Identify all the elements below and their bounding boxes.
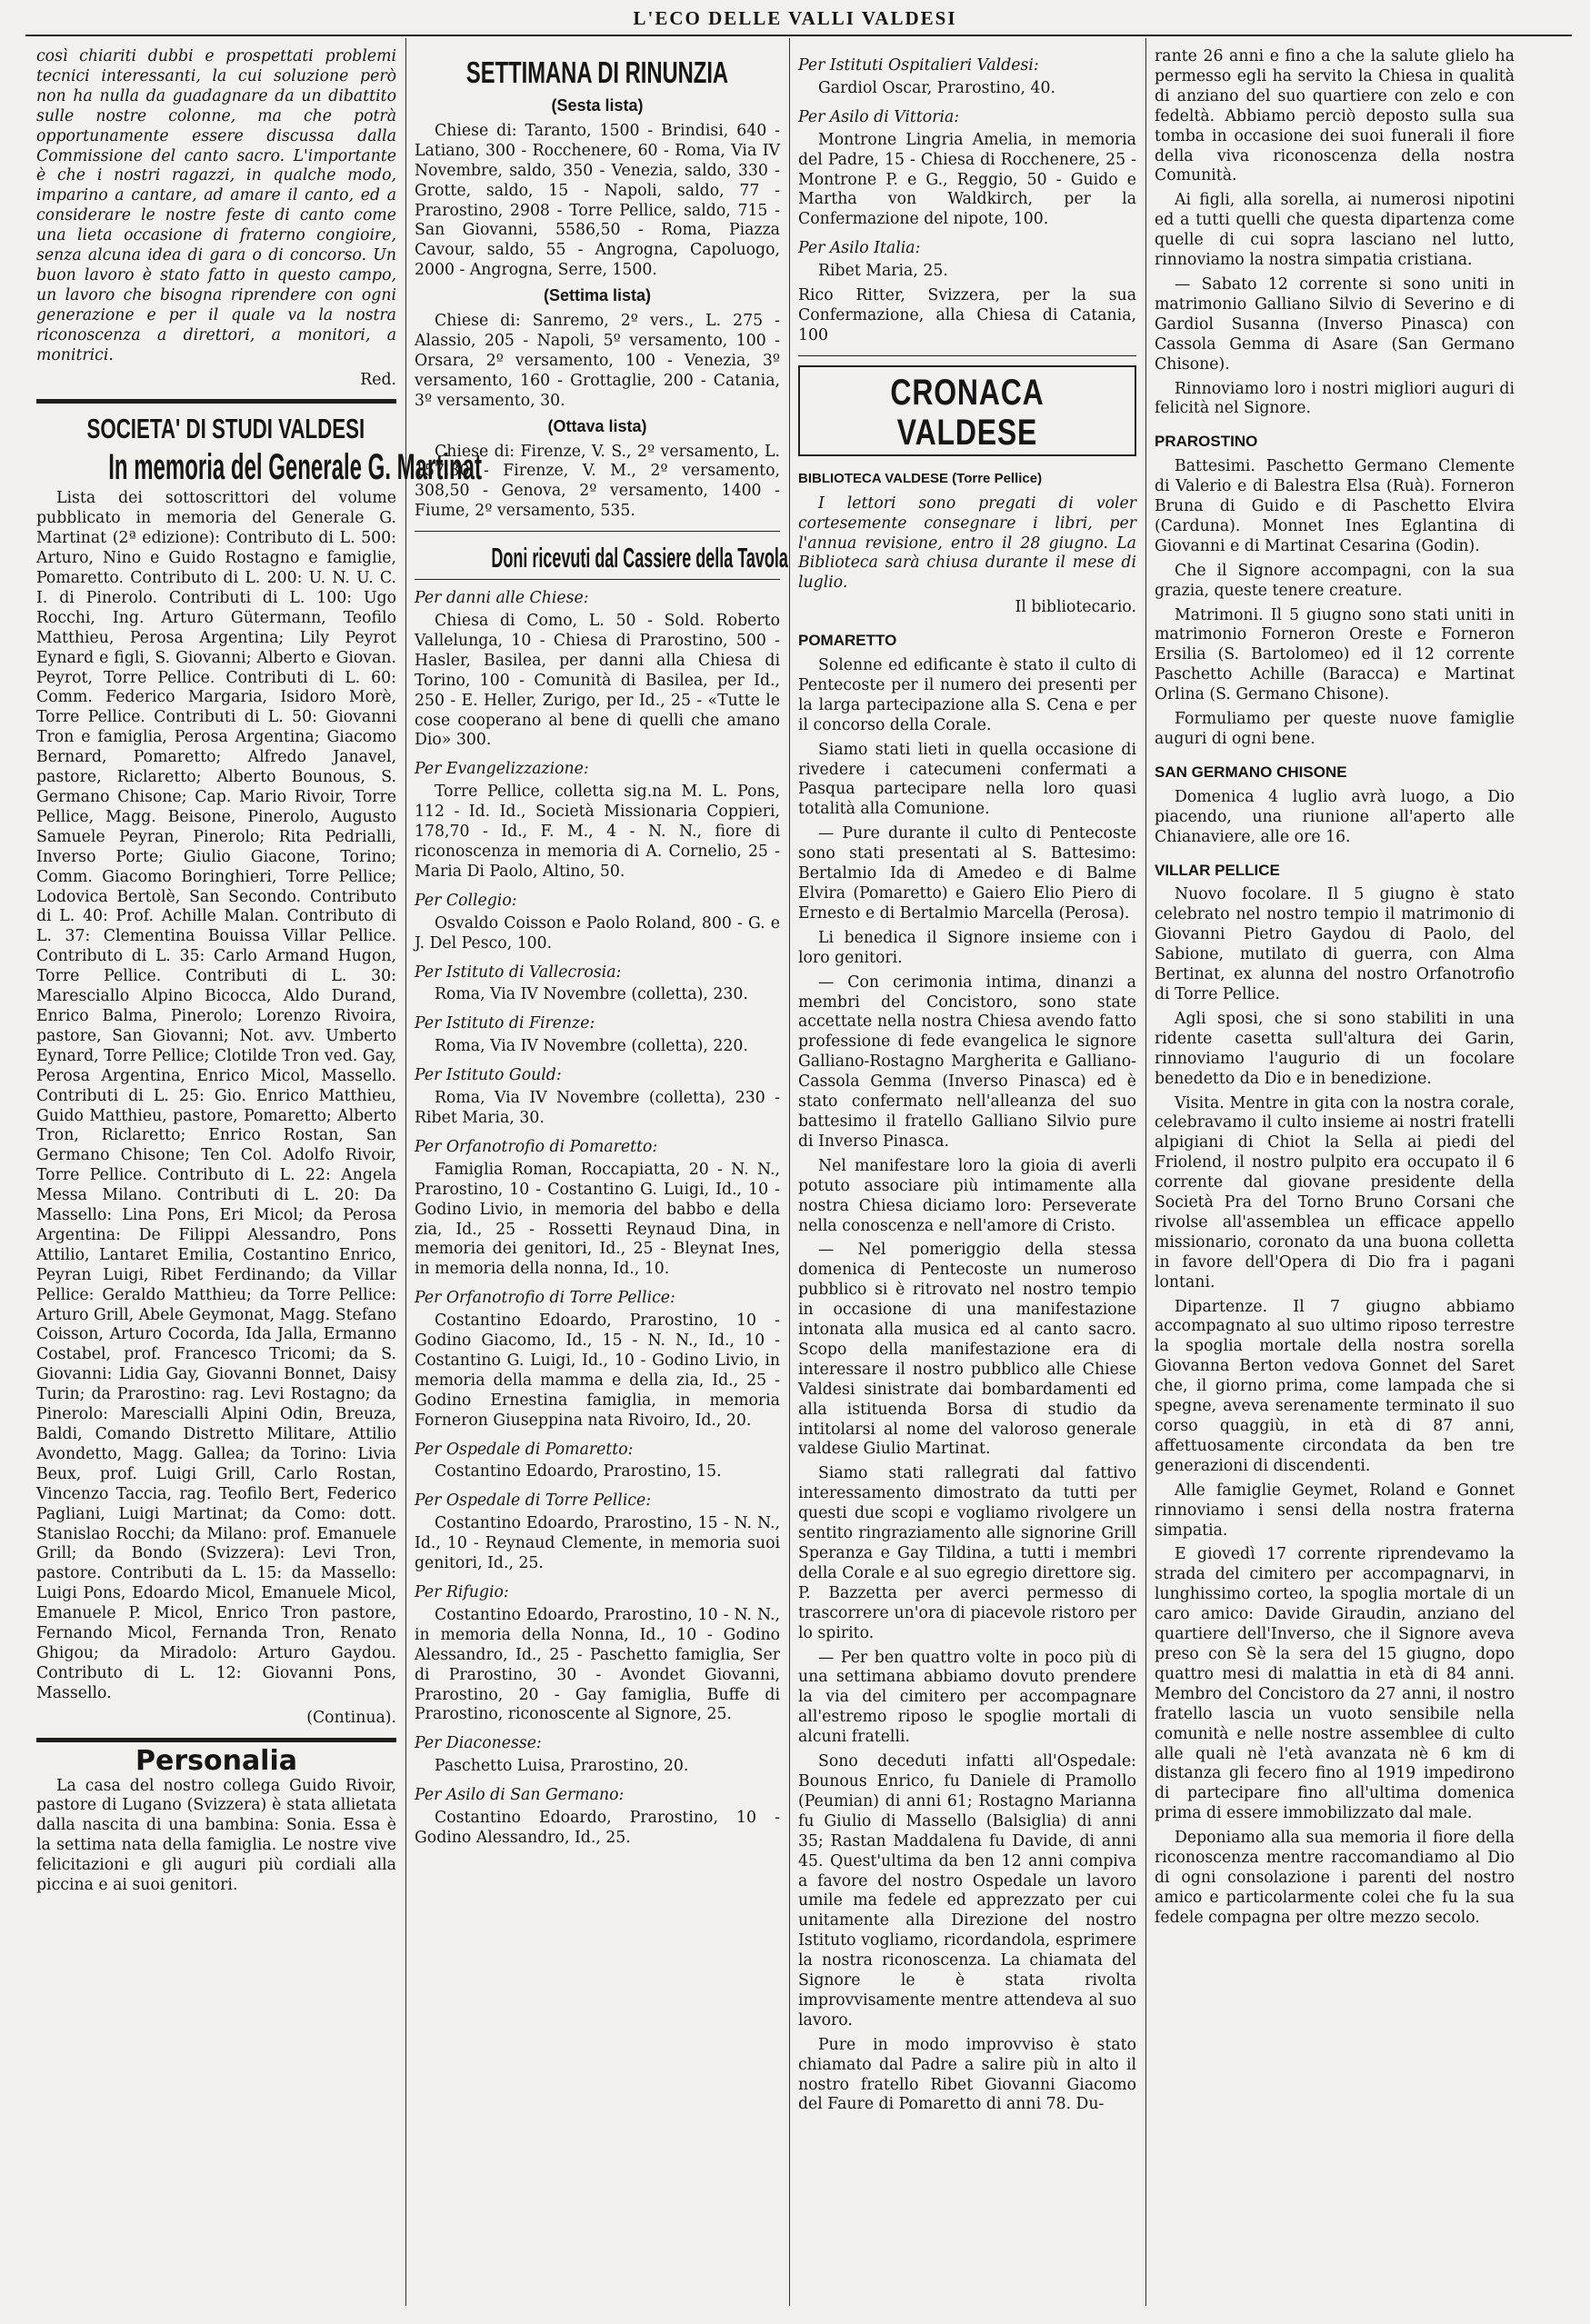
donation-entries: Chiesa di Como, L. 50 - Sold. Roberto Vallelunga, 10 - Chiesa di Prarostino, 500 - Hasler, Basilea, per danni alla Chiesa di Torino, 100 - Comunità di Basilea, per Id., 250 - E. Heller, Zurigo, per Id., 25 - «Tutte le cose cooperano al bene di quelli che amano Dio» 300. xyxy=(415,612,780,750)
paragraph: Formuliamo per queste nuove famiglie auguri di ogni bene. xyxy=(1155,710,1515,748)
biblioteca-signature: Il bibliotecario. xyxy=(1015,598,1136,617)
paragraph: Li benedica il Signore insieme con i loro genitori. xyxy=(798,928,1136,967)
donation-category: Per Ospedale di Torre Pellice: xyxy=(415,1491,652,1511)
paragraph: Battesimi. Paschetto Germano Clemente di Valerio e di Balestra Elsa (Ruà). Forneron Bruna di Guido e di Paschetto Elvira (Carduna). Monnet Ines Eglantina di Giovanni e di Martinat Cesarina (Godin). xyxy=(1155,457,1515,555)
doni-list-continued xyxy=(798,56,1136,282)
paragraph: — Nel pomeriggio della stessa domenica di Pentecoste un numeroso pubblico si è ritrovato nel nostro tempio in occasione di una manifestazione intonata alla musica ed al canto sacro. Scopo della manifestazione era di interessare il nostro pubblico alle Chiese Valdesi sinistrate dai bombardamenti ed alla istituenda Borsa di studio da intitolarsi al nome del valoroso generale valdese Giulio Martinat. xyxy=(798,1241,1136,1459)
prarostino-text xyxy=(1155,457,1515,750)
donation-category: Per Evangelizzazione: xyxy=(415,760,589,779)
cronaca-heading-text: CRONACA VALDESE xyxy=(890,372,1045,453)
section-divider xyxy=(36,1738,396,1742)
section-divider xyxy=(415,531,780,532)
section-divider xyxy=(415,579,780,580)
paragraph: Pure in modo improvviso è stato chiamato dal Padre a salire più in alto il nostro fratello Ribet Giovanni Giacomo del Faure di Pomaretto di anni 78. Du- xyxy=(798,2035,1136,2114)
donation-category: Per Istituti Ospitalieri Valdesi: xyxy=(798,56,1039,75)
paragraph: Solenne ed edificante è stato il culto di Pentecoste per il numero dei presenti per la larga partecipazione alla S. Cena e per il concorso della Corale. xyxy=(798,656,1136,734)
pomaretto-continued xyxy=(1155,47,1515,419)
donation-category: Per Orfanotrofio di Pomaretto: xyxy=(415,1137,658,1156)
paragraph: Nuovo focolare. Il 5 giugno è stato celebrato nel nostro tempio il matrimonio di Giovanni Pietro Gaydou di Paolo, del Sabione, mutilato di guerra, con Alma Bertinat, ex alunna del nostro Orfanotrofio di Torre Pellice. xyxy=(1155,885,1515,1003)
paragraph: Sono deceduti infatti all'Ospedale: Bounous Enrico, fu Daniele di Pramollo (Peumian) di anni 61; Rostagno Marianna fu Giulio di Massello (Balsiglia) di anni 35; Rastan Maddalena fu Davide, di anni 45. Quest'ultima da ben 12 anni compiva a favore del nostro Ospedale un lavoro umile ma fedele ed apprezzato per cui unitamente alla Direzione del nostro Istituto vogliamo, ricordandola, esprimere la nostra riconoscenza. La chiamata del Signore le è stata rivolta improvvisamente mentre attendeva al suo lavoro. xyxy=(798,1752,1136,2030)
prarostino-heading: PRAROSTINO xyxy=(1155,433,1258,451)
paragraph: Siamo stati rallegrati dal fattivo interessamento dimostrato da tutti per questi due scopi e vogliamo rivolgere un sentito ringraziamento alle signorine Grill Speranza e Gay Tildina, a tutti i membri della Corale e al suo egregio direttore sig. P. Bazzetta per averci permesso di trascorrere un'ora di piacevole ristoro per lo spirito. xyxy=(798,1464,1136,1642)
paragraph: — Pure durante il culto di Pentecoste sono stati presentati al S. Battesimo: Bertalmio Ida di Amedeo e di Balme Elvira (Pomaretto) e Gaiero Elio Piero di Ernesto e di Bertalmio Marcella (Perosa). xyxy=(798,824,1136,923)
doni-heading: Doni ricevuti dal Cassiere della Tavola xyxy=(491,542,788,574)
personalia-text: La casa del nostro collega Guido Rivoir, pastore di Lugano (Svizzera) è stata allietata dalla nascita di una bambina: Sonia. Essa è la settima nata della famiglia. Le nostre vive felicitazioni e gli auguri più cordiali alla piccina e ai suoi genitori. xyxy=(36,1776,396,1895)
paragraph: — Con cerimonia intima, dinanzi a membri del Concistoro, sono state accettate nella nostra Chiesa avendo fatto professione di fede evangelica le signore Galliano-Rostagno Margherita e Galliano-Cassola Gemma (Inverso Pinasca) ed è stato confermato nell'alleanza del suo battesimo il fratello Galliano Silvio pure di Inverso Pinasca. xyxy=(798,972,1136,1151)
lista-7-heading: (Settima lista) xyxy=(543,286,652,305)
rico-ritter-entry: Rico Ritter, Svizzera, per la sua Confermazione, alla Chiesa di Catania, 100 xyxy=(798,286,1136,344)
biblioteca-heading: BIBLIOTECA VALDESE (Torre Pellice) xyxy=(798,470,1043,486)
biblioteca-notice: I lettori sono pregati di voler cortesemente consegnare i libri, per l'annua revisione, entro il 28 giugno. La Biblioteca sarà chiusa durante il mese di luglio. xyxy=(798,494,1136,593)
san-germano-heading: SAN GERMANO CHISONE xyxy=(1155,763,1347,781)
donation-category: Per Istituto di Vallecrosia: xyxy=(415,963,622,982)
donation-category: Per Istituto di Firenze: xyxy=(415,1014,595,1033)
paragraph: Nel manifestare loro la gioia di averli potuto associare più intimamente alla nostra Chiesa diciamo loro: Perseverate nella conoscenza e nell'amore di Cristo. xyxy=(798,1156,1136,1235)
lista-6-text: Chiese di: Taranto, 1500 - Brindisi, 640 - Latiano, 300 - Rocchenere, 60 - Roma, Via IV Novembre, saldo, 350 - Venezia, saldo, 330 - Grotte, saldo, 15 - Napoli, saldo, 77 - Prarostino, 2908 - Torre Pellice, saldo, 715 - San Giovanni, 5586,50 - Roma, Piazza Cavour, saldo, 55 - Angrogna, Capoluogo, 2000 - Angrogna, Serre, 1500. xyxy=(415,121,780,280)
paragraph: — Sabato 12 corrente si sono uniti in matrimonio Galliano Silvio di Severino e di Gardiol Susanna (Inverso Pinasca) con Cassola Gemma di Asare (San Germano Chisone). xyxy=(1155,274,1515,374)
paragraph: Siamo stati lieti in quella occasione di rivedere i catecumeni confermati a Pasqua partecipare nella loro quasi totalità alla Comunione. xyxy=(798,740,1136,819)
donation-entries: Torre Pellice, colletta sig.na M. L. Pons, 112 - Id. Id., Società Missionaria Coppieri, 178,70 - Id., F. M., 4 - N. N., fiore di riconoscenza in memoria di A. Cornelio, 25 - Maria Di Paolo, Altino, 50. xyxy=(415,783,780,881)
donation-category: Per danni alle Chiese: xyxy=(415,589,589,608)
paragraph: Deponiamo alla sua memoria il fiore della riconoscenza mentre raccomandiamo al Dio di ogni consolazione i parenti del nostro amico e particolarmente colei che fu la sua fedele compagna per oltre mezzo secolo. xyxy=(1155,1829,1515,1927)
donation-category: Per Diaconesse: xyxy=(415,1734,542,1753)
column-rule-1 xyxy=(405,38,406,2306)
donation-entries: Roma, Via IV Novembre (colletta), 230. xyxy=(435,985,748,1004)
rinunzia-heading: SETTIMANA DI RINUNZIA xyxy=(465,55,729,89)
lista-8-text: Chiese di: Firenze, V. S., 2º versamento, L. 157,30 - Firenze, V. M., 2º versamento, 308,50 - Genova, 2º versamento, 1400 - Fiume, 2º versamento, 535. xyxy=(415,442,780,521)
pomaretto-text xyxy=(798,656,1136,2115)
column-3 xyxy=(798,47,1136,2251)
paragraph: — Per ben quattro volte in poco più di una settimana abbiamo dovuto prendere la via del cimitero per accompagnare all'estremo riposo le spoglie mortali di alcuni fratelli. xyxy=(798,1648,1136,1747)
donation-entries: Montrone Lingria Amelia, in memoria del Padre, 15 - Chiesa di Rocchenere, 25 - Montrone P. e G., Reggio, 50 - Guido e Martha von Waldkirch, per la Confermazione del nipote, 100. xyxy=(798,130,1136,229)
donation-entries: Costantino Edoardo, Prarostino, 10 - Godino Giacomo, Id., 15 - N. N., Id., 10 - Costantino G. Luigi, Id., 10 - Godino Livio, in memoria della mamma e della zia, Id., 25 - Godino Ernestina famiglia, in memoria Forneron Giuseppina nata Rivoiro, Id., 20. xyxy=(415,1312,780,1430)
column-rule-2 xyxy=(789,38,790,2306)
article-signature: Red. xyxy=(360,370,396,389)
san-germano-text: Domenica 4 luglio avrà luogo, a Dio piacendo, una riunione all'aperto alle Chianaviere, alle ore 16. xyxy=(1155,787,1515,846)
society-heading: SOCIETA' DI STUDI VALDESI xyxy=(86,413,365,445)
paragraph: Alle famiglie Geymet, Roland e Gonnet rinnoviamo i sensi della nostra fraterna simpatia. xyxy=(1155,1481,1515,1540)
donation-category: Per Asilo di Vittoria: xyxy=(798,107,960,126)
villar-pellice-heading: VILLAR PELLICE xyxy=(1155,861,1280,879)
donation-entries: Ribet Maria, 25. xyxy=(818,262,948,281)
lista-7-text: Chiese di: Sanremo, 2º vers., L. 275 - Alassio, 205 - Napoli, 5º versamento, 100 - Orsara, 2º versamento, 100 - Venezia, 3º versamento, 160 - Grottaglie, 200 - Catania, 3º versamento, 30. xyxy=(415,312,780,410)
donation-entries: Costantino Edoardo, Prarostino, 15. xyxy=(435,1462,722,1481)
column-2 xyxy=(415,47,788,2251)
masthead: L'ECO DELLE VALLI VALDESI xyxy=(633,7,957,29)
paragraph: Dipartenze. Il 7 giugno abbiamo accompagnato al suo ultimo riposo terrestre la spoglia mortale della nostra sorella Giovanna Berton vedova Gonnet del Saret che, il giorno prima, come lampada che si spegne, aveva serenamente terminato il suo corso quaggiù, in età di 87 anni, affettuosamente circondata da ben tre generazioni di discendenti. xyxy=(1155,1297,1515,1475)
donation-entries: Costantino Edoardo, Prarostino, 10 - Godino Alessandro, Id., 25. xyxy=(415,1809,780,1847)
donation-category: Per Asilo Italia: xyxy=(798,239,921,258)
villar-pellice-text xyxy=(1155,885,1515,1928)
canto-article-end: così chiariti dubbi e prospettati problemi tecnici interessanti, la cui soluzione però non ha nulla da guadagnare da un dibattito sulle nostre colonne, ma che potrà opportunamente essere discussa dalla Commissione del canto sacro. L'importante è che i nostri ragazzi, in qualche modo, imparino a cantare, ad amare il canto, ed a considerare le nostre feste di canto come una lieta occasione di fraterno congioire, senza alcuna idea di gara o di concorso. Un buon lavoro è stato fatto in questo campo, un lavoro che bisogna riprendere con ogni generazione e per il quale va la nostra riconoscenza a direttori, a monitori, a monitrici. xyxy=(36,47,396,364)
column-4 xyxy=(1155,47,1515,2251)
donation-category: Per Collegio: xyxy=(415,891,517,910)
paragraph: Visita. Mentre in gita con la nostra corale, celebravamo il culto insieme ai nostri fratelli alpigiani di Chiot la Sella ai piedi del Friolend, il nostro pulpito era occupato il 6 corrente dal giovane presidente della Società Pra del Torno Bruno Corsani che rivolse all'assemblea un efficace appello missionario, coronato da una buona colletta in favore dell'Opera di Dio fra i pagani lontani. xyxy=(1155,1093,1515,1292)
donation-entries: Gardiol Oscar, Prarostino, 40. xyxy=(818,78,1055,97)
paragraph: rante 26 anni e fino a che la salute glielo ha permesso egli ha servito la Chiesa in qualità di anziano del suo quartiere con zelo e con fedeltà. Abbiamo perciò deposto sulla sua tomba in occasione dei suoi funerali il fiore della viva riconoscenza della nostra Comunità. xyxy=(1155,47,1515,185)
martinat-list: Lista dei sottoscrittori del volume pubblicato in memoria del Generale G. Martinat (2ª edizione): Contributo di L. 500: Arturo, Nino e Guido Rostagno e famiglie, Pomaretto. Contributo di L. 200: U. N. U. C. I. di Pinerolo. Contributi di L. 100: Ugo Rocchi, Ing. Arturo Gütermann, Teofilo Matthieu, Perosa Argentina; Lily Peyrot Eynard e figli, S. Giovanni; Alberto e Giovan. Peyrot, Torre Pellice. Contributi di L. 60: Comm. Federico Margaria, Isidoro Morè, Torre Pellice. Contributi di L. 50: Giovanni Tron e famiglia, Perosa Argentina; Giacomo Bernard, Pomaretto; Alfredo Janavel, pastore, Riclaretto; Alberto Bounous, S. Germano Chisone; Cap. Mario Rivoir, Torre Pellice, Magg. Beisone, Pinerolo, Augusto Samuele Peyran, Pinerolo; Rita Pedrialli, Inverso Porte; Giulio Giacone, Torino; Comm. Giacomo Boringhieri, Torre Pellice; Lodovica Bertolè, San Secondo. Contributo di L. 40: Prof. Achille Malan. Contributo di L. 37: Clementina Bouissa Villar Pellice. Contributo di L. 35: Carlo Armand Hugon, Torre Pellice. Contributi di L. 30: Maresciallo Alpino Bicocca, Aldo Durand, Enrico Balma, Pinerolo; Lorenzo Rivoira, pastore, San Giovanni; Not. avv. Umberto Eynard, Torre Pellice; Clotilde Tron ved. Gay, Perosa Argentina, Enrico Micol, Massello. Contributi di L. 25: Gio. Enrico Matthieu, Guido Matthieu, pastore, Pomaretto; Alberto Tron, Riclaretto; Enrico Rostan, San Germano Chisone; Ten Col. Adolfo Rivoir, Torre Pellice. Contributo di L. 22: Angela Messa Milano. Contributi di L. 20: Da Massello: Lina Pons, Eri Micol; da Perosa Argentina: De Filippi Alessandro, Pons Attilio, Lantaret Emilia, Costantino Enrico, Peyran Luigi, Ribet Ferdinando; da Villar Pellice: Geraldo Matthieu; da Torre Pellice: Arturo Grill, Abele Geymonat, Magg. Stefano Coisson, Arturo Cocorda, Ida Jalla, Ermanno Costabel, prof. Francesco Tricomi; da S. Giovanni: Lidia Gay, Giovanni Bonnet, Daisy Turin; da Prarostino: rag. Levi Rostagno; da Pinerolo: Marescialli Alpini Odin, Breuza, Baldi, Comando Distretto Militare, Attilio Avondetto, Magg. Gallea; da Torino: Livia Beux, prof. Luigi Grill, Carlo Rostan, Vincenzo Taccia, rag. Teofilo Bert, Federico Pagliani, Luigi Martinat; da Como: dott. Stanislao Rocchi; da Milano: prof. Emanuele Grill; da Bondo (Svizzera): Levi Tron, pastore. Contributi da L. 15: da Massello: Luigi Pons, Edoardo Micol, Emanuele Micol, Emanuele P. Micol, Enrico Tron pastore, Fernando Micol, Fernanda Tron, Renato Ghigou; da Miradolo: Arturo Gaydou. Contributo di L. 12: Giovanni Pons, Massello. xyxy=(36,489,396,1702)
paragraph: Che il Signore accompagni, con la sua grazia, queste tenere creature. xyxy=(1155,561,1515,600)
paragraph: E giovedì 17 corrente riprendevamo la strada del cimitero per accompagnarvi, in lunghissimo corteo, la spoglia mortale di un caro amico: Davide Giraudin, anziano del quartiere dell'Inverso, che il Signore aveva preso con Sè la sera del 15 giugno, dopo quattro mesi di malattia in età di 84 anni. Membro del Concistoro da 27 anni, il nostro fratello lascia un vuoto sensibile nella comunità e nelle nostre assemblee di culto alle quali nè l'età avanzata nè 6 km di distanza gli fecero fino al 1919 impedirono di partecipare fino all'ultima domenica prima di essere immobilizzato dal male. xyxy=(1155,1545,1515,1823)
donation-entries: Roma, Via IV Novembre (colletta), 220. xyxy=(435,1037,748,1056)
doni-list xyxy=(415,589,780,1849)
personalia-heading: Personalia xyxy=(135,1744,297,1777)
paragraph: Agli sposi, che si sono stabiliti in una ridente casetta sull'altura dei Garin, rinnoviamo l'augurio di un focolare benedetto da Dio e in benedizione. xyxy=(1155,1009,1515,1088)
donation-entries: Costantino Edoardo, Prarostino, 10 - N. N., in memoria della Nonna, Id., 10 - Godino Alessandro, Id., 25 - Paschetto famiglia, Ser di Prarostino, 30 - Avondet Giovanni, Prarostino, 20 - Gay famiglia, Buffe di Prarostino, riconoscente al Signore, 25. xyxy=(415,1605,780,1724)
lista-8-heading: (Ottava lista) xyxy=(547,416,647,435)
donation-entries: Roma, Via IV Novembre (colletta), 230 - Ribet Maria, 30. xyxy=(415,1089,780,1127)
martinat-heading: In memoria del Generale G. Martinat xyxy=(108,447,482,488)
donation-entries: Osvaldo Coisson e Paolo Roland, 800 - G. e J. Del Pesco, 100. xyxy=(415,913,780,953)
donation-category: Per Istituto Gould: xyxy=(415,1066,562,1085)
section-divider xyxy=(36,399,396,404)
continua-note: (Continua). xyxy=(306,1708,396,1727)
top-rule xyxy=(25,35,1572,36)
donation-entries: Paschetto Luisa, Prarostino, 20. xyxy=(435,1757,689,1776)
donation-category: Per Orfanotrofio di Torre Pellice: xyxy=(415,1289,675,1308)
donation-entries: Costantino Edoardo, Prarostino, 15 - N. N., Id., 10 - Reynaud Clemente, in memoria suoi genitori, Id., 25. xyxy=(415,1514,780,1573)
lista-6-heading: (Sesta lista) xyxy=(551,96,644,115)
paragraph: Ai figli, alla sorella, ai numerosi nipotini ed a tutti quelli che questa dipartenza come quelle di cui sopra lasciano nel lutto, rinnoviamo la nostra simpatia cristiana. xyxy=(1155,191,1515,270)
pomaretto-heading: POMARETTO xyxy=(798,632,897,650)
donation-category: Per Asilo di San Germano: xyxy=(415,1786,625,1805)
section-divider xyxy=(798,355,1136,356)
donation-category: Per Ospedale di Pomaretto: xyxy=(415,1440,634,1459)
donation-category: Per Rifugio: xyxy=(415,1583,509,1601)
donation-entries: Famiglia Roman, Roccapiatta, 20 - N. N., Prarostino, 10 - Costantino G. Luigi, Id., 10 - Godino Livio, in memoria del babbo e della zia, Id., 25 - Rossetti Reynaud Dina, in memoria dei genitori, Id., 25 - Bleynat Ines, in memoria della nonna, Id., 10. xyxy=(415,1160,780,1279)
column-rule-3 xyxy=(1145,38,1146,2306)
paragraph: Matrimoni. Il 5 giugno sono stati uniti in matrimonio Forneron Oreste e Forneron Ersilia (S. Bartolomeo) ed il 12 corrente Paschetto Achille (Baracca) e Martinat Orlina (S. Germano Chisone). xyxy=(1155,605,1515,704)
cronaca-heading xyxy=(798,365,1136,456)
paragraph: Rinnoviamo loro i nostri migliori auguri di felicità nel Signore. xyxy=(1155,379,1515,418)
